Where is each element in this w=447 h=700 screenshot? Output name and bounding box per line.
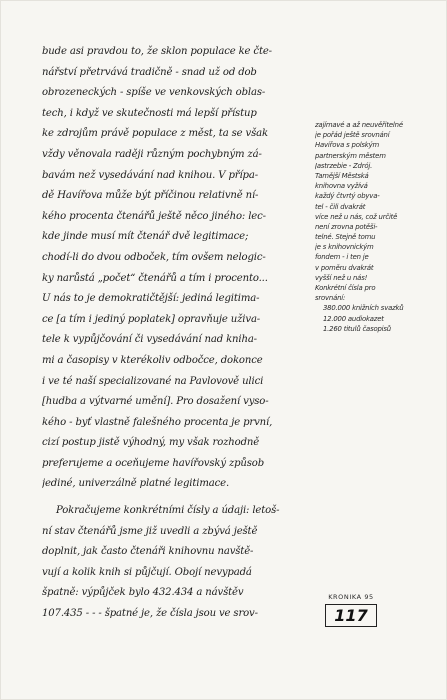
margin-note-line: více než u nás, což určitě bbox=[315, 212, 398, 221]
text-line: 107.435 - - - špatné je, že čísla jsou ve srov- bbox=[42, 608, 258, 620]
text-line: [hudba a výtvarné umění]. Pro dosažení vyso- bbox=[42, 396, 269, 408]
page-number: 117 bbox=[325, 604, 376, 627]
margin-note-line: tel - čili dvakrát bbox=[315, 202, 366, 211]
text-line: cizí postup jistě výhodný, my však rozhodně bbox=[42, 437, 260, 449]
margin-note-line: v poměru dvakrát bbox=[315, 263, 374, 272]
text-line: bavám než vysedávání nad knihou. V přípa- bbox=[42, 169, 258, 181]
text-line: ní stav čtenářů jsme již uvedli a zbývá ještě bbox=[42, 525, 258, 537]
margin-note-line: Tamější Městská bbox=[315, 171, 369, 180]
text-line: vždy věnovala raději různým pochybným zá- bbox=[42, 148, 262, 160]
text-line: špatně: výpůjček bylo 432.434 a návštěv bbox=[42, 587, 244, 599]
text-line: kého procenta čtenářů ještě něco jiného: lec- bbox=[42, 210, 266, 222]
text-line: jediné, univerzálně platné legitimace. bbox=[42, 478, 230, 490]
margin-note-line: je s knihovnickým bbox=[315, 243, 374, 252]
text-line: ke zdrojům právě populace z měst, ta se však bbox=[42, 128, 268, 140]
margin-note-line: Konkrétní čísla pro bbox=[315, 284, 376, 292]
text-line: tele k vypůjčování či vysedávání nad kniha- bbox=[42, 334, 257, 346]
margin-note-line: každý čtvrtý obyva- bbox=[315, 192, 380, 201]
page-mark bbox=[320, 593, 382, 627]
margin-note-line: Havířova s polským bbox=[315, 141, 379, 150]
margin-note-figure: 1.260 titulů časopisů bbox=[323, 324, 391, 333]
text-line: bude asi pravdou to, že sklon populace ke čte- bbox=[42, 46, 272, 57]
text-line: nářství přetrvává tradičně - snad už od dob bbox=[42, 66, 257, 78]
chronicle-label: KRONIKA 95 bbox=[328, 593, 374, 601]
margin-note-line: Jastrzebie - Zdrój. bbox=[315, 161, 373, 170]
text-line: preferujeme a oceňujeme havířovský způsob bbox=[42, 457, 265, 469]
text-line: tech, i když ve skutečnosti má lepší přístup bbox=[42, 107, 257, 119]
text-line: ky narůstá „počet“ čtenářů a tím i procento... bbox=[42, 272, 268, 284]
text-line: kde jinde musí mít čtenář dvě legitimace; bbox=[42, 231, 249, 243]
text-line: doplnit, jak často čtenáři knihovnu navště- bbox=[42, 546, 254, 558]
margin-note-line: fondem - i ten je bbox=[315, 253, 369, 262]
margin-note-line: srovnání: bbox=[315, 294, 346, 303]
text-line: i ve té naší specializované na Pavlovově ulici bbox=[42, 375, 264, 387]
margin-note-line: je pořád ještě srovnání bbox=[315, 131, 390, 140]
text-line: chodí-li do dvou odboček, tím ovšem nelogic- bbox=[42, 251, 266, 263]
margin-note-line: vyšší než u nás! bbox=[315, 273, 368, 282]
margin-note-line: není zrovna potěši- bbox=[315, 222, 378, 231]
text-line: mi a časopisy v kterékoliv odbočce, dokonce bbox=[42, 354, 263, 366]
margin-note bbox=[315, 120, 443, 334]
main-text-column bbox=[42, 42, 314, 625]
text-line: dě Havířova může být příčinou relativně ní- bbox=[42, 190, 259, 202]
margin-note-line: telné. Stejně tomu bbox=[315, 233, 376, 242]
margin-note-figure: 12.000 audiokazet bbox=[323, 314, 384, 323]
text-line: vují a kolik knih si půjčují. Obojí nevypadá bbox=[42, 566, 252, 578]
margin-note-line: zajímavé a až neuvěřitelné bbox=[315, 121, 403, 129]
paragraph-start-line: Pokračujeme konkrétními čísly a údaji: letoš- bbox=[56, 505, 280, 517]
margin-note-figure: 380.000 knižních svazků bbox=[323, 304, 404, 313]
text-line: obrozeneckých - spíše ve venkovských oblas- bbox=[42, 87, 266, 99]
text-line: ce [a tím i jediný poplatek] opravňuje uživa- bbox=[42, 313, 261, 325]
margin-note-line: partnerským městem bbox=[315, 151, 386, 160]
margin-note-line: knihovna vyžívá bbox=[315, 182, 368, 191]
text-line: U nás to je demokratičtější: jediná legitima- bbox=[42, 293, 260, 305]
text-line: kého - byť vlastně falešného procenta je první, bbox=[42, 416, 273, 428]
